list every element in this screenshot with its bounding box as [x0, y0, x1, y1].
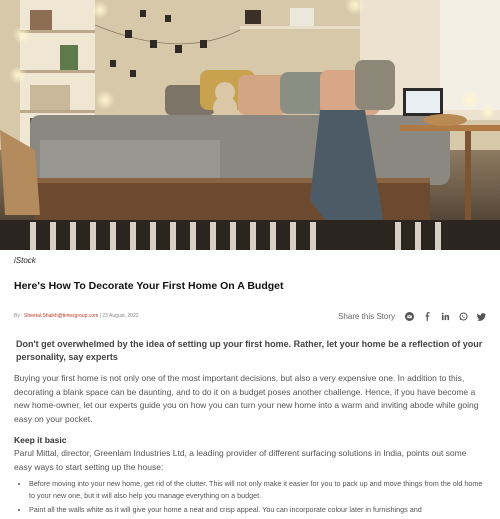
facebook-icon[interactable]: [423, 312, 432, 321]
list-item: • Before moving into your new home, get rid of the clutter. This will not only make it easier for you to pack up and move things from the old home to your new one, but it will also help you manage everything on a budget.: [29, 478, 486, 501]
article-paragraph-1: Buying your first home is not only one of the most important decisions, but also a very expensive one. In addition to this, decorating a blank space can be daunting, and to do it on a budget poses another challenge. Hence, if you have become a new home-owner, let our experts guide you on how you can turn your new home into a warm and inviting abode while going easy on your pocket.: [14, 373, 479, 424]
linkedin-icon[interactable]: [441, 312, 450, 321]
whatsapp-icon[interactable]: [459, 312, 468, 321]
tips-list: [14, 478, 486, 516]
article-meta: [14, 308, 486, 324]
byline-prefix: By :: [14, 313, 23, 319]
article-lead: Don't get overwhelmed by the idea of setting up your first home. Rather, let your home be a reflection of your personality, say experts: [16, 339, 483, 362]
article-paragraph-2: Parul Mittal, director, Greenlam Industries Ltd, a leading provider of different surfacing solutions in India, points out some easy ways to start setting up the house:: [14, 448, 467, 472]
hero-image: [0, 0, 500, 250]
article-title: Here's How To Decorate Your First Home On A Budget: [14, 280, 284, 292]
mail-icon[interactable]: [405, 312, 414, 321]
list-item: • Paint all the walls white as it will give your home a neat and crisp appeal. You can incorporate colour later in furnishings and: [29, 504, 486, 516]
author-email-link[interactable]: Sheetal.Shaikh@timesgroup.com: [24, 313, 99, 319]
article-subheading: Keep it basic: [14, 435, 67, 445]
publish-date: | 23 August, 2022: [99, 313, 139, 319]
image-credit: iStock: [14, 256, 36, 265]
share-icons: [405, 312, 486, 321]
bedroom-illustration: [0, 0, 500, 250]
share-label: Share this Story: [338, 311, 395, 321]
twitter-icon[interactable]: [477, 312, 486, 321]
share-bar: [338, 312, 486, 321]
byline: [14, 313, 139, 319]
